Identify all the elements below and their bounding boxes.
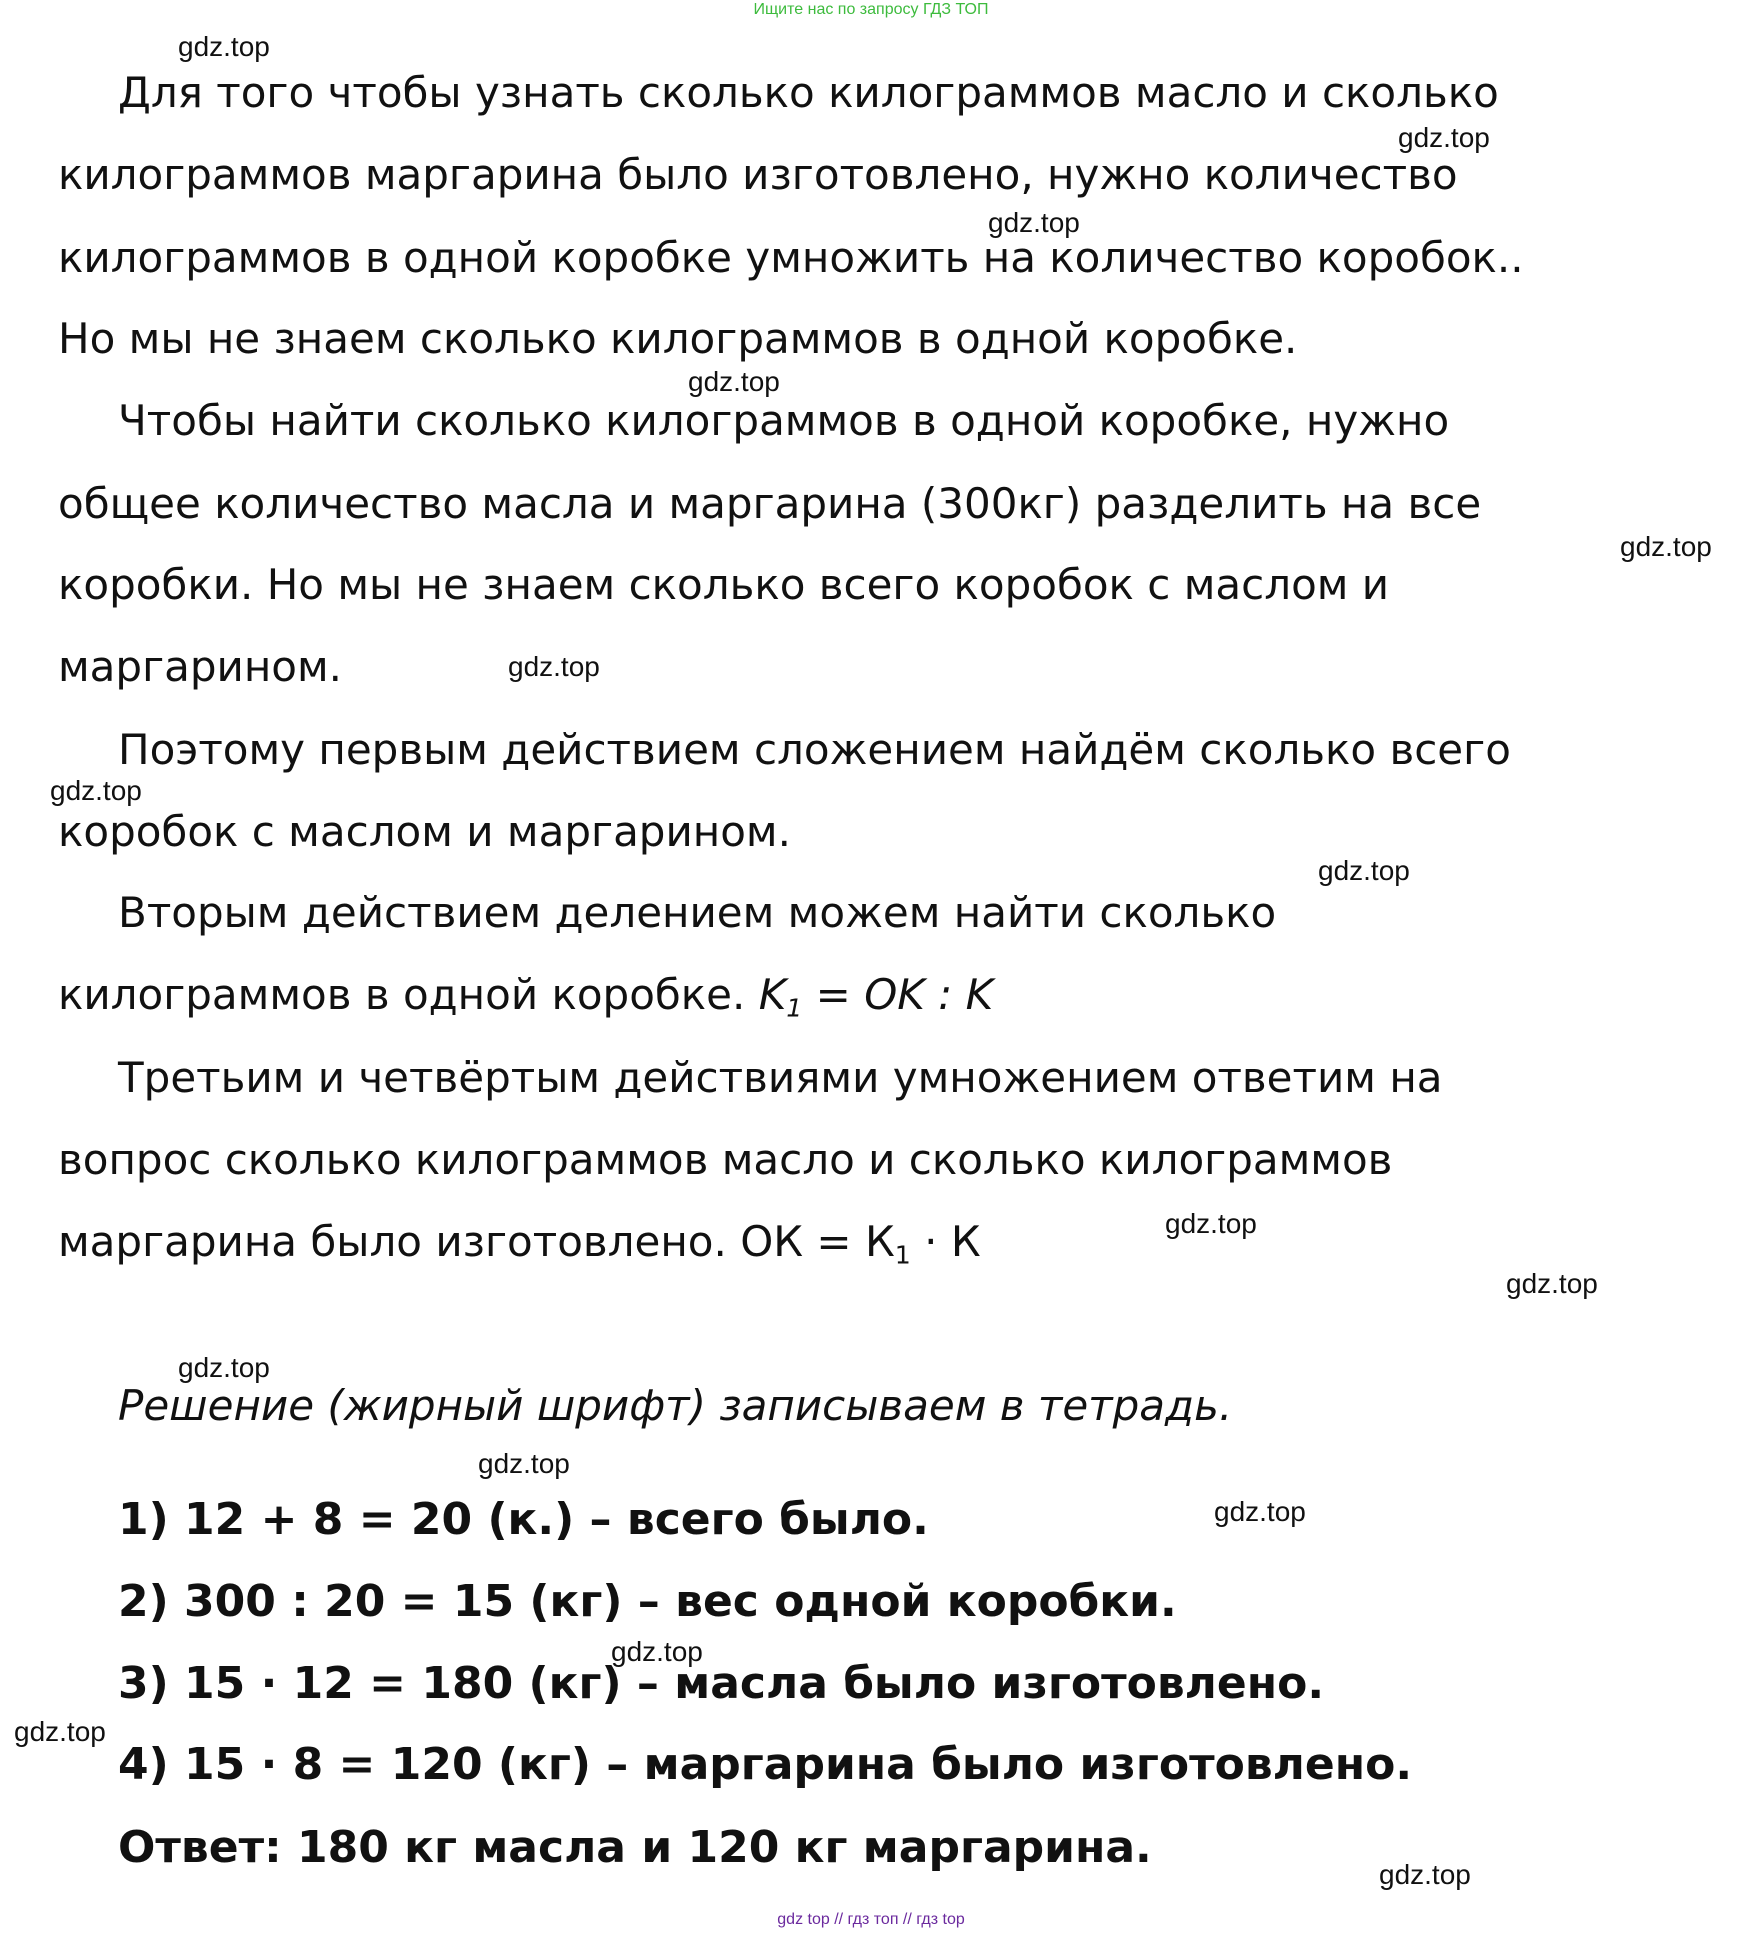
text-line: маргарином.: [58, 642, 343, 691]
text-fragment: маргарина было изготовлено. ОК = К: [58, 1217, 895, 1266]
formula-subscript: 1: [786, 993, 803, 1023]
watermark: gdz.top: [178, 1352, 270, 1383]
solution-step: 1) 12 + 8 = 20 (к.) – всего было.: [118, 1494, 929, 1545]
solution-note: Решение (жирный шрифт) записываем в тетрадь.: [118, 1381, 1233, 1430]
watermark: gdz.top: [988, 207, 1080, 238]
watermark: gdz.top: [1506, 1268, 1598, 1299]
watermark: gdz.top: [611, 1636, 703, 1667]
watermark: gdz.top: [1214, 1496, 1306, 1527]
watermark: gdz.top: [688, 366, 780, 397]
text-line-formula: [58, 1217, 981, 1270]
footer-note: gdz top // гдз топ // гдз top: [777, 1911, 965, 1928]
text-line: Поэтому первым действием сложением найдём сколько всего: [118, 725, 1511, 774]
watermark: gdz.top: [508, 651, 600, 682]
text-line: килограммов маргарина было изготовлено, нужно количество: [58, 150, 1458, 199]
watermark: gdz.top: [1398, 122, 1490, 153]
solution-step: 2) 300 : 20 = 15 (кг) – вес одной коробки.: [118, 1576, 1177, 1627]
formula-symbol: K: [758, 970, 787, 1019]
formula-subscript: 1: [894, 1240, 911, 1270]
text-line: Чтобы найти сколько килограммов в одной коробке, нужно: [118, 396, 1450, 445]
text-line: коробок с маслом и маргарином.: [58, 807, 791, 856]
header-note: Ищите нас по запросу ГДЗ ТОП: [753, 1, 989, 18]
watermark: gdz.top: [178, 31, 270, 62]
text-line: килограммов в одной коробке умножить на количество коробок..: [58, 233, 1524, 282]
watermark: gdz.top: [1620, 531, 1712, 562]
text-line: коробки. Но мы не знаем сколько всего коробок с маслом и: [58, 560, 1390, 609]
solution-step: 4) 15 · 8 = 120 (кг) – маргарина было изготовлено.: [118, 1739, 1413, 1790]
answer: Ответ: 180 кг масла и 120 кг маргарина.: [118, 1822, 1152, 1873]
text-line: Но мы не знаем сколько килограммов в одной коробке.: [58, 314, 1298, 363]
formula-rest: = OK : K: [815, 970, 994, 1019]
watermark: gdz.top: [14, 1716, 106, 1747]
watermark: gdz.top: [1379, 1859, 1471, 1890]
text-line: Вторым действием делением можем найти сколько: [118, 888, 1277, 937]
text-line: общее количество масла и маргарина (300кг) разделить на все: [58, 479, 1482, 528]
watermark: gdz.top: [478, 1448, 570, 1479]
formula-rest: · К: [924, 1217, 981, 1266]
text-line: Третьим и четвёртым действиями умножением ответим на: [118, 1053, 1443, 1102]
formula: [758, 970, 994, 1023]
watermark: gdz.top: [50, 775, 142, 806]
text-line: вопрос сколько килограммов масло и сколько килограммов: [58, 1135, 1393, 1184]
text-line-formula: [58, 970, 994, 1023]
solution-step: 3) 15 · 12 = 180 (кг) – масла было изготовлено.: [118, 1658, 1325, 1709]
text-fragment: килограммов в одной коробке.: [58, 970, 746, 1019]
text-line: Для того чтобы узнать сколько килограммов масло и сколько: [118, 68, 1499, 117]
watermark: gdz.top: [1165, 1208, 1257, 1239]
watermark: gdz.top: [1318, 855, 1410, 886]
